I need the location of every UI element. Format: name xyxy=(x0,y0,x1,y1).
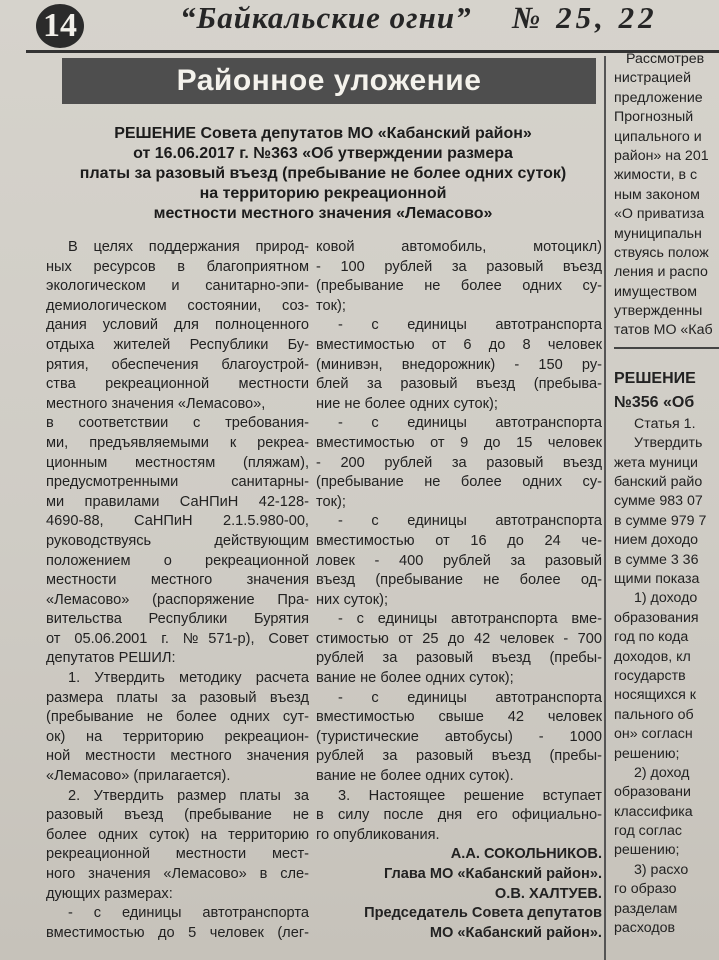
text-line: ления и распо xyxy=(614,264,708,281)
text-line: ства рекреационной местности xyxy=(46,376,309,393)
text-line: - с единицы автотранспорта вме- xyxy=(338,611,602,628)
text-line: в соответствии с требования- xyxy=(46,415,309,432)
signature-title: Глава МО «Кабанский район». xyxy=(383,866,602,882)
text-line: демиологическом состоянии, соз- xyxy=(46,297,309,314)
text-line: (пребывание не более одних су- xyxy=(316,474,602,491)
text-line: в силу после дня его официально- xyxy=(316,807,602,824)
text-line: (туристические автобусы) - 1000 xyxy=(316,728,602,745)
text-line: 3) расхо xyxy=(634,861,689,878)
text-line: пального об xyxy=(614,706,694,723)
section-banner: Районное уложение xyxy=(62,58,596,104)
text-line: в сумме 3 36 xyxy=(614,551,699,568)
text-line: го опубликования. xyxy=(316,826,440,843)
text-line: ние не более одних суток); xyxy=(316,395,498,412)
text-line: - с единицы автотранспорта xyxy=(68,905,309,922)
text-line: банский райо xyxy=(614,474,703,491)
text-line: вместимостью от 9 до 15 человек xyxy=(316,434,602,451)
text-line: сумме 983 07 xyxy=(614,493,703,510)
text-line: государств xyxy=(614,667,686,684)
text-line: рекреационной местности мест- xyxy=(46,846,309,863)
text-line: ми, предъявляемыми к рекреа- xyxy=(46,434,309,451)
text-line: 2. Утвердить размер платы за xyxy=(68,787,309,804)
text-line: ковой автомобиль, мотоцикл) xyxy=(316,239,602,255)
text-line: 1. Утвердить методику расчета xyxy=(68,670,309,687)
text-line: он» согласн xyxy=(614,726,693,743)
text-line: блей за разовый въезд (пребыва- xyxy=(316,376,602,393)
text-line: вительства Республики Бурятия xyxy=(46,611,309,628)
text-line: район» на 201 xyxy=(614,147,709,164)
text-line: Статья 1. xyxy=(634,415,696,432)
headline xyxy=(40,124,606,224)
text-line: ловек - 400 рублей за разовый xyxy=(316,552,602,569)
text-line: год по кода xyxy=(614,629,689,646)
section-divider xyxy=(614,347,719,349)
signature-name: А.А. СОКОЛЬНИКОВ. xyxy=(450,846,602,863)
text-line: размера платы за разовый въезд xyxy=(46,689,309,706)
text-line: в сумме 979 7 xyxy=(614,512,707,529)
text-line: го образо xyxy=(614,881,677,898)
text-line: доходов, кл xyxy=(614,648,691,665)
text-line: имуществом xyxy=(614,283,697,300)
text-line: - с единицы автотранспорта xyxy=(338,317,602,334)
text-line: нистрацией xyxy=(614,70,691,87)
headline-line: РЕШЕНИЕ Совета депутатов МО «Кабанский район» xyxy=(114,125,532,142)
text-line: год соглас xyxy=(614,823,682,840)
text-line: классифика xyxy=(614,803,693,820)
text-line: Утвердить xyxy=(634,435,703,452)
signature-name: О.В. ХАЛТУЕВ. xyxy=(494,885,602,902)
text-line: В целях поддержания природ- xyxy=(68,239,309,255)
text-line: жета муници xyxy=(614,454,698,471)
text-line: утвержденны xyxy=(614,303,703,320)
text-line: отдыха жителей Республики Бу- xyxy=(46,336,309,353)
text-line: рублей за разовый въезд (пребы- xyxy=(316,650,602,667)
text-line: стимостью от 25 до 42 человек - 700 xyxy=(316,630,602,647)
text-line: руководствуясь действующим xyxy=(46,532,309,549)
text-line: вместимостью свыше 42 человек xyxy=(316,709,602,726)
text-line: Рассмотрев xyxy=(626,51,705,67)
text-line: 4690-88, СаНПиН 2.1.5.980-00, xyxy=(46,513,309,530)
text-line: ным законом xyxy=(614,186,700,203)
text-line: рублей за разовый въезд (пребы- xyxy=(316,748,602,765)
text-line: местного значения «Лемасово», xyxy=(46,395,266,412)
text-line: образовани xyxy=(614,784,691,801)
text-line: вместимостью от 16 до 24 че- xyxy=(316,532,602,549)
text-line: вание не более одних суток); xyxy=(316,670,514,687)
text-line: - с единицы автотранспорта xyxy=(338,415,602,432)
text-line: ток); xyxy=(316,297,346,314)
text-line: более одних суток) на территорию xyxy=(46,826,309,843)
text-line: решению; xyxy=(614,745,680,762)
text-line: вание не более одних суток). xyxy=(316,768,514,785)
article-column-1 xyxy=(46,238,309,943)
text-line: ционным местностям (пляжам), xyxy=(46,454,309,471)
text-line: щими показа xyxy=(614,570,700,587)
text-line: решению; xyxy=(614,842,680,859)
text-line: «Лемасово» (прилагается). xyxy=(46,768,231,785)
text-line: дующих размерах: xyxy=(46,885,173,902)
text-line: от 05.06.2001 г. №571-р), Совет xyxy=(46,630,309,647)
headline-line: от 16.06.2017 г. №363 «Об утверждении размера xyxy=(133,145,513,162)
text-line: положением о рекреационной xyxy=(46,552,309,569)
text-line: 2) доход xyxy=(634,764,690,781)
article-column-2 xyxy=(316,238,602,943)
text-line: разовый въезд (пребывание не xyxy=(46,807,309,824)
headline-line: местности местного значения «Лемасово» xyxy=(153,205,493,222)
issue-number: № 25, 22 xyxy=(512,0,658,35)
text-line: нием доходо xyxy=(614,532,699,549)
text-line: ной местности местного значения xyxy=(46,748,309,765)
article-column-3 xyxy=(614,50,719,938)
text-line: вместимостью до 5 человек (лег- xyxy=(46,924,309,941)
text-line: 3. Настоящее решение вступает xyxy=(338,787,602,804)
text-line: разделам xyxy=(614,900,678,917)
text-line: местности местного значения xyxy=(46,572,309,589)
text-line: - с единицы автотранспорта xyxy=(338,689,602,706)
text-line: ципального и xyxy=(614,128,702,145)
text-line: ных ресурсов в благоприятном xyxy=(46,258,309,275)
text-line: «Лемасово» (распоряжение Пра- xyxy=(46,591,309,608)
next-article-heading: №356 «Об xyxy=(614,393,695,411)
text-line: вместимостью от 6 до 8 человек xyxy=(316,336,602,353)
text-line: носящихся к xyxy=(614,687,696,704)
text-line: «О приватиза xyxy=(614,206,705,223)
next-article-heading: РЕШЕНИЕ xyxy=(614,369,696,387)
text-line: ок) на территорию рекреацион- xyxy=(46,728,309,745)
text-line: них суток); xyxy=(316,591,389,608)
text-line: ного значения «Лемасово» в сле- xyxy=(46,866,309,882)
text-line: (минивэн, внедорожник) - 150 ру- xyxy=(316,356,602,373)
text-line: ток); xyxy=(316,493,346,510)
text-line: расходов xyxy=(614,920,676,937)
text-line: въезд (пребывание не более од- xyxy=(316,572,602,589)
text-line: - с единицы автотранспорта xyxy=(338,513,602,530)
text-line: - 100 рублей за разовый въезд xyxy=(316,258,602,275)
text-line: депутатов РЕШИЛ: xyxy=(46,650,176,667)
text-line: жимости, в с xyxy=(614,167,698,184)
text-line: 1) доходо xyxy=(634,590,698,607)
newspaper-title: “Байкальские огни” xyxy=(180,0,472,35)
text-line: предусмотренными санитарны- xyxy=(46,474,309,491)
signature-title: МО «Кабанский район». xyxy=(429,924,602,941)
headline-line: на территорию рекреационной xyxy=(199,185,447,202)
text-line: (пребывание не более одних су- xyxy=(316,278,602,295)
text-line: татов МО «Каб xyxy=(614,322,713,339)
text-line: дания условий для полноценного xyxy=(46,317,309,334)
text-line: ствуясь полож xyxy=(614,244,709,261)
text-line: рятия, обеспечения благоустрой- xyxy=(46,356,309,373)
text-line: ми правилами СаНПиН 42-128- xyxy=(46,493,309,510)
page-number: 14 xyxy=(36,4,84,48)
signature-title: Председатель Совета депутатов xyxy=(364,905,602,922)
text-line: - 200 рублей за разовый въезд xyxy=(316,454,602,471)
text-line: экологическом и санитарно-эпи- xyxy=(46,278,309,295)
text-line: (пребывание не более одних сут- xyxy=(46,709,309,726)
text-line: предложение xyxy=(614,89,703,106)
text-line: образования xyxy=(614,609,699,626)
headline-line: платы за разовый въезд (пребывание не более одних суток) xyxy=(79,165,567,182)
text-line: Прогнозный xyxy=(614,109,694,126)
text-line: муниципальн xyxy=(614,225,702,242)
